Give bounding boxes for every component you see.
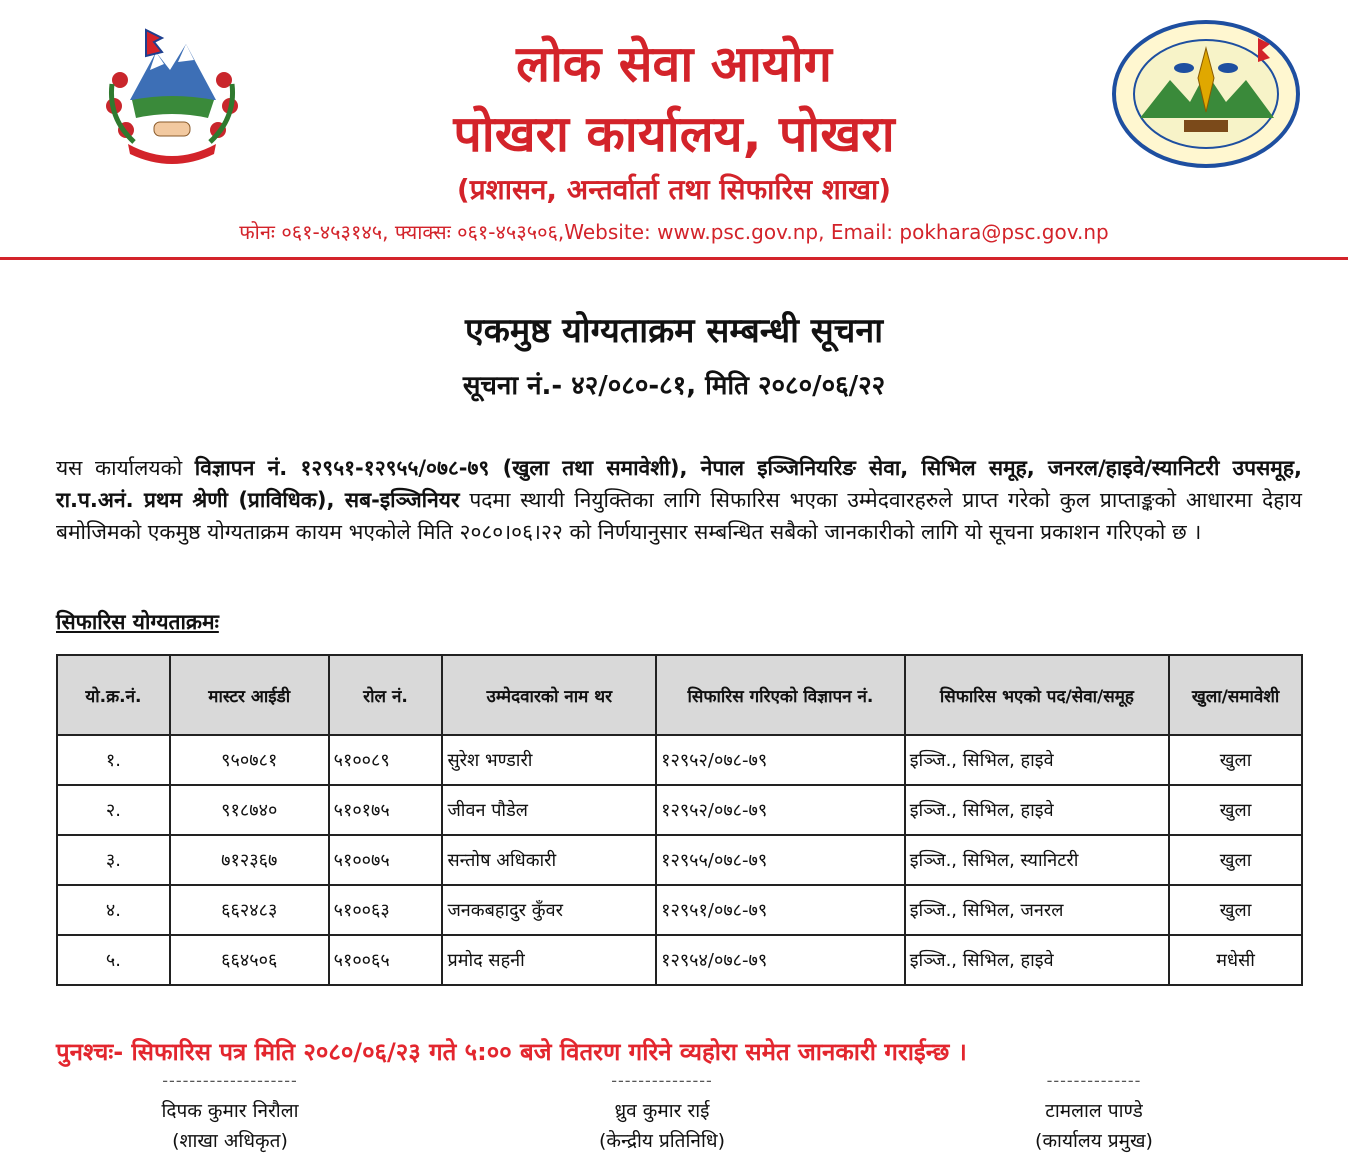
section-heading: सिफारिस योग्यताक्रमः [56,610,219,634]
cell-name: जनकबहादुर कुँवर [442,885,656,935]
col-header-master-id: मास्टर आईडी [170,655,329,735]
branch-title: (प्रशासन, अन्तर्वार्ता तथा सिफारिस शाखा) [456,173,892,206]
header-divider [0,257,1348,260]
cell-advert: १२९५१/०७८-७९ [656,885,905,935]
signature-line: --------------- [611,1071,713,1090]
col-header-category: खुला/समावेशी [1169,655,1302,735]
postscript-note: पुनश्चः- सिफारिस पत्र मिति २०८०/०६/२३ गते ५:०० बजे वितरण गरिने व्यहोरा समेत जानकारी गराईन्छ । [56,1038,967,1066]
para-intro: यस कार्यालयको [56,456,195,480]
signatory-role: (कार्यालय प्रमुख) [1035,1130,1153,1152]
table-row [57,785,1302,835]
cell-post: इञ्जि., सिभिल, स्यानिटरी [905,835,1169,885]
para-advert-details: विज्ञापन नं. १२९५१-१२९५५/०७८-७९ (खुला तथा समावेशी), नेपाल इञ्जिनियरिङ सेवा, सिभिल समूह, जनरल/हाइवे/स्यानिटरी उपसमूह, रा.प.अनं. प्रथम श्रेणी (प्राविधिक), सब-इञ्जिनियर [56,456,1302,512]
cell-post: इञ्जि., सिभिल, हाइवे [905,735,1169,785]
signatory-role: (केन्द्रीय प्रतिनिधि) [599,1130,725,1152]
cell-serial: ३. [57,835,170,885]
cell-roll: ५१०१७५ [329,785,443,835]
table-row [57,935,1302,985]
office-title: पोखरा कार्यालय, पोखरा [453,105,895,163]
signatory-role: (शाखा अधिकृत) [172,1130,288,1152]
col-header-serial: यो.क्र.नं. [57,655,170,735]
cell-name: जीवन पौडेल [442,785,656,835]
recommendation-table [56,654,1303,986]
signatory-name: ध्रुव कुमार राई [614,1100,710,1122]
cell-master-id: ७१२३६७ [170,835,329,885]
notice-title: एकमुष्ठ योग्यताक्रम सम्बन्धी सूचना [464,311,884,351]
signatory-name: टामलाल पाण्डे [1045,1100,1143,1122]
col-header-advert: सिफारिस गरिएको विज्ञापन नं. [656,655,905,735]
notice-paragraph [56,452,1302,548]
notice-number: सूचना नं.- ४२/०८०-८१, मिति २०८०/०६/२२ [462,371,886,401]
col-header-name: उम्मेदवारको नाम थर [442,655,656,735]
cell-roll: ५१००६३ [329,885,443,935]
cell-post: इञ्जि., सिभिल, हाइवे [905,785,1169,835]
table-row [57,735,1302,785]
cell-post: इञ्जि., सिभिल, जनरल [905,885,1169,935]
cell-master-id: ९१८७४० [170,785,329,835]
signature-line: -------------------- [162,1071,298,1090]
table-row [57,885,1302,935]
cell-name: सन्तोष अधिकारी [442,835,656,885]
org-title: लोक सेवा आयोग [516,35,832,93]
signature-block-central-rep [542,1066,782,1156]
para-body: पदमा स्थायी नियुक्तिका लागि सिफारिस भएका उम्मेदवारहरुले प्राप्त गरेको कुल प्राप्ताङ्कको आधारमा देहाय बमोजिमको एकमुष्ठ योग्यताक्रम कायम भएकोले मिति २०८०।०६।२२ को निर्णयानुसार सम्बन्धित सबैको जानकारीको लागि यो सूचना प्रकाशन गरिएको छ । [56,488,1302,544]
col-header-roll: रोल नं. [329,655,443,735]
cell-category: खुला [1169,835,1302,885]
signature-line: -------------- [1046,1071,1142,1090]
cell-category: खुला [1169,785,1302,835]
cell-serial: ४. [57,885,170,935]
cell-post: इञ्जि., सिभिल, हाइवे [905,935,1169,985]
table-row [57,835,1302,885]
cell-roll: ५१००८९ [329,735,443,785]
cell-advert: १२९५५/०७८-७९ [656,835,905,885]
cell-serial: ५. [57,935,170,985]
cell-advert: १२९५२/०७८-७९ [656,735,905,785]
cell-name: प्रमोद सहनी [442,935,656,985]
cell-category: मधेसी [1169,935,1302,985]
table-header-row [57,655,1302,735]
cell-category: खुला [1169,885,1302,935]
cell-master-id: ९५०७८१ [170,735,329,785]
cell-roll: ५१००७५ [329,835,443,885]
col-header-post: सिफारिस भएको पद/सेवा/समूह [905,655,1169,735]
cell-advert: १२९५४/०७८-७९ [656,935,905,985]
cell-roll: ५१००६५ [329,935,443,985]
cell-name: सुरेश भण्डारी [442,735,656,785]
cell-advert: १२९५२/०७८-७९ [656,785,905,835]
cell-master-id: ६६४५०६ [170,935,329,985]
signatory-name: दिपक कुमार निरौला [161,1100,299,1122]
cell-category: खुला [1169,735,1302,785]
cell-serial: २. [57,785,170,835]
cell-serial: १. [57,735,170,785]
signature-block-section-officer [110,1066,350,1156]
contact-line: फोनः ०६१-४५३१४५, फ्याक्सः ०६१-४५३५०६,Website: www.psc.gov.np, Email: pokhara@psc.gov.np [239,220,1109,244]
cell-master-id: ६६२४८३ [170,885,329,935]
signature-block-office-chief [974,1066,1214,1156]
